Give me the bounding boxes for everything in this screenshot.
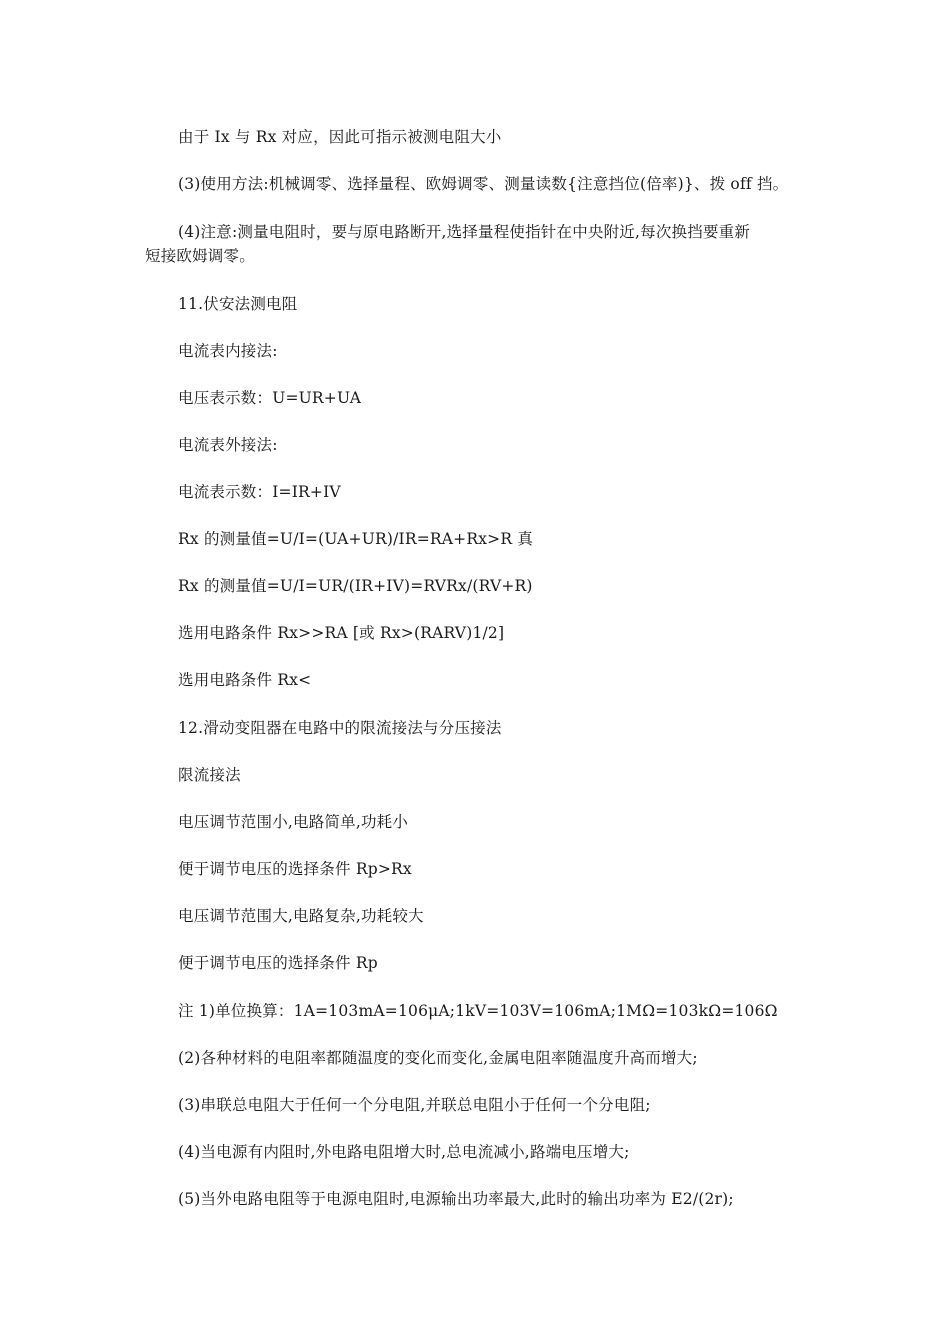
section-heading-11: 11.伏安法测电阻 — [178, 295, 298, 313]
text-line-ix-rx: 由于 Ix 与 Rx 对应，因此可指示被测电阻大小 — [178, 128, 502, 146]
text-line-measured-value-1: Rx 的测量值=U/I=(UA+UR)/IR=RA+Rx>R 真 — [178, 530, 534, 548]
text-line-resistivity: (2)各种材料的电阻率都随温度的变化而变化,金属电阻率随温度升高而增大; — [178, 1049, 698, 1067]
text-line-series-parallel: (3)串联总电阻大于任何一个分电阻,并联总电阻小于任何一个分电阻; — [178, 1096, 651, 1114]
paragraph-notice — [145, 220, 805, 268]
text-line-usage-method: (3)使用方法:机械调零、选择量程、欧姆调零、测量读数{注意挡位(倍率)}、拨 off 挡。 — [178, 175, 789, 193]
text-line-condition-rp-rx: 便于调节电压的选择条件 Rp>Rx — [178, 860, 412, 878]
text-line-internal-connection: 电流表内接法: — [178, 342, 278, 360]
text-line-measured-value-2: Rx 的测量值=U/I=UR/(IR+IV)=RVRx/(RV+R) — [178, 577, 533, 595]
text-line-current-limit: 限流接法 — [178, 766, 241, 784]
text-line-condition-2: 选用电路条件 Rx< — [178, 671, 312, 689]
text-line-notice-2: 短接欧姆调零。 — [145, 247, 255, 265]
text-line-condition-1: 选用电路条件 Rx>>RA [或 Rx>(RARV)1/2] — [178, 624, 505, 642]
text-line-condition-rp: 便于调节电压的选择条件 Rp — [178, 954, 378, 972]
text-line-ammeter-reading: 电流表示数：I=IR+IV — [178, 483, 341, 501]
text-line-unit-conversion: 注 1)单位换算：1A=103mA=106μA;1kV=103V=106mA;1MΩ=103kΩ=106Ω — [178, 1002, 778, 1020]
text-line-range-small: 电压调节范围小,电路简单,功耗小 — [178, 813, 409, 831]
text-line-notice-1: (4)注意:测量电阻时，要与原电路断开,选择量程使指针在中央附近,每次换挡要重新 — [178, 223, 751, 241]
section-heading-12: 12.滑动变阻器在电路中的限流接法与分压接法 — [178, 719, 502, 737]
text-line-range-large: 电压调节范围大,电路复杂,功耗较大 — [178, 907, 424, 925]
text-line-internal-resistance: (4)当电源有内阻时,外电路电阻增大时,总电流减小,路端电压增大; — [178, 1143, 630, 1161]
text-line-max-power: (5)当外电路电阻等于电源电阻时,电源输出功率最大,此时的输出功率为 E2/(2r); — [178, 1190, 734, 1208]
text-line-external-connection: 电流表外接法: — [178, 436, 278, 454]
text-line-voltmeter-reading: 电压表示数：U=UR+UA — [178, 389, 362, 407]
